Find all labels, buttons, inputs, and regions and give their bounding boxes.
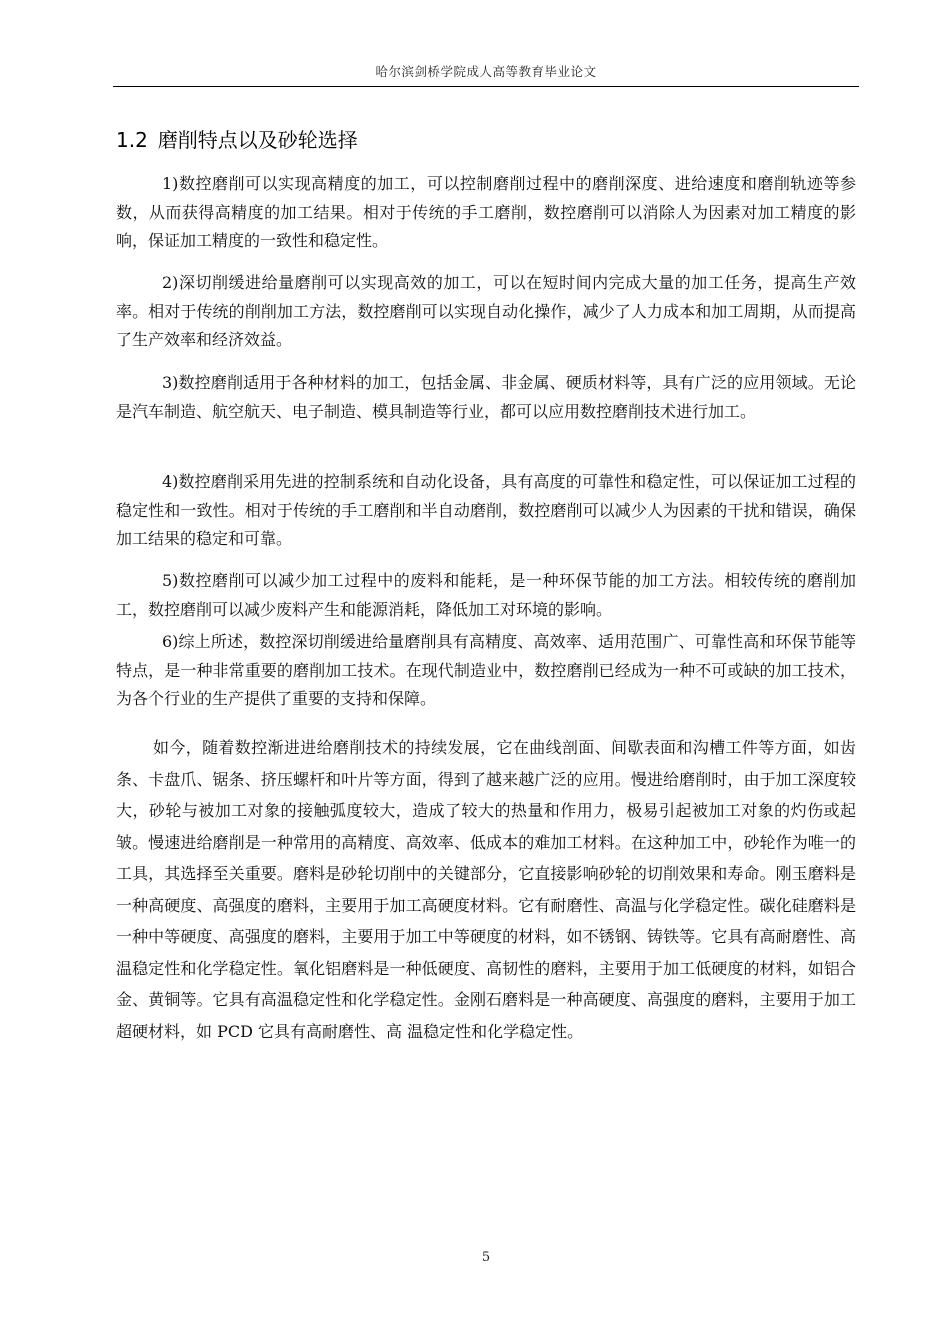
section-heading (116, 124, 358, 153)
list-paragraph-2: 2)深切削缓进给量磨削可以实现高效的加工，可以在短时间内完成大量的加工任务，提高生产效率。相对于传统的削削加工方法，数控磨削可以实现自动化操作，减少了人力成本和加工周期，从而提高了生产效率和经济效益。 (116, 273, 856, 349)
list-paragraph-4: 4)数控磨削采用先进的控制系统和自动化设备，具有高度的可靠性和稳定性，可以保证加工过程的稳定性和一致性。相对于传统的手工磨削和半自动磨削，数控磨削可以减少人为因素的干扰和错误，确保加工结果的稳定和可靠。 (116, 472, 856, 548)
main-paragraph: 如今，随着数控渐进进给磨削技术的持续发展，它在曲线剖面、间歇表面和沟槽工件等方面，如齿条、卡盘爪、锯条、挤压螺杆和叶片等方面，得到了越来越广泛的应用。慢进给磨削时，由于加工深度较大，砂轮与被加工对象的接触弧度较大，造成了较大的热量和作用力，极易引起被加工对象的灼伤或起皱。慢速进给磨削是一种常用的高精度、高效率、低成本的难加工材料。在这种加工中，砂轮作为唯一的工具，其选择至关重要。磨料是砂轮切削中的关键部分，它直接影响砂轮的切削效果和寿命。刚玉磨料是一种高硬度、高强度的磨料，主要用于加工高硬度材料。它有耐磨性、高温与化学稳定性。碳化硅磨料是一种中等硬度、高强度的磨料，主要用于加工中等硬度的材料，如不锈钢、铸铁等。它具有高耐磨性、高温稳定性和化学稳定性。氧化铝磨料是一种低硬度、高韧性的磨料，主要用于加工低硬度的材料，如铝合金、黄铜等。它具有高温稳定性和化学稳定性。金刚石磨料是一种高硬度、高强度的磨料，主要用于加工超硬材料，如 PCD 它具有高耐磨性、高 温稳定性和化学稳定性。 (116, 738, 856, 1041)
section-number: 1.2 (116, 128, 148, 152)
running-header: 哈尔滨剑桥学院成人高等教育毕业论文 (375, 64, 597, 79)
page-number: 5 (481, 1250, 491, 1265)
header-rule (113, 86, 859, 87)
list-paragraph-5: 5)数控磨削可以减少加工过程中的废料和能耗，是一种环保节能的加工方法。相较传统的磨削加工，数控磨削可以减少废料产生和能源消耗，降低加工对环境的影响。 (116, 571, 856, 619)
list-paragraph-3: 3)数控磨削适用于各种材料的加工，包括金属、非金属、硬质材料等，具有广泛的应用领域。无论是汽车制造、航空航天、电子制造、模具制造等行业，都可以应用数控磨削技术进行加工。 (116, 373, 856, 421)
list-paragraph-6: 6)综上所述，数控深切削缓进给量磨削具有高精度、高效率、适用范围广、可靠性高和环保节能等特点，是一种非常重要的磨削加工技术。在现代制造业中，数控磨削已经成为一种不可或缺的加工技术，为各个行业的生产提供了重要的支持和保障。 (116, 632, 856, 708)
section-title: 磨削特点以及砂轮选择 (157, 128, 358, 152)
list-paragraph-1: 1)数控磨削可以实现高精度的加工，可以控制磨削过程中的磨削深度、进给速度和磨削轨迹等参数，从而获得高精度的加工结果。相对于传统的手工磨削，数控磨削可以消除人为因素对加工精度的影响，保证加工精度的一致性和稳定性。 (116, 174, 856, 250)
